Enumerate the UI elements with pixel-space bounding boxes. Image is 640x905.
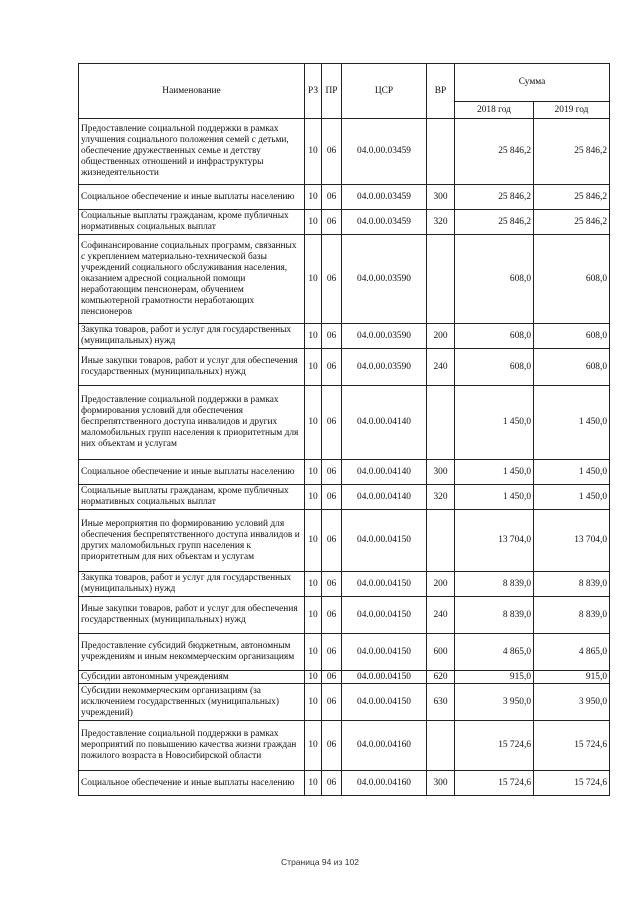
- cell-rz: 10: [305, 721, 322, 771]
- cell-rz: 10: [305, 634, 322, 671]
- col-header-year-2019: 2019 год: [534, 102, 610, 119]
- cell-name: Предоставление субсидий бюджетным, автономным учреждениям и иным некоммерческим организациям: [79, 634, 305, 671]
- cell-pr: 06: [322, 386, 342, 460]
- cell-rz: 10: [305, 485, 322, 510]
- cell-sum-2019: 1 450,0: [534, 485, 610, 510]
- cell-sum-2018: 4 865,0: [455, 634, 534, 671]
- cell-rz: 10: [305, 210, 322, 235]
- cell-sum-2019: 25 846,2: [534, 185, 610, 210]
- table-row: [79, 771, 610, 796]
- cell-sum-2019: 1 450,0: [534, 386, 610, 460]
- cell-vr: 200: [427, 324, 455, 349]
- cell-sum-2018: 1 450,0: [455, 386, 534, 460]
- cell-sum-2018: 25 846,2: [455, 185, 534, 210]
- cell-vr: 320: [427, 485, 455, 510]
- cell-vr: [427, 510, 455, 572]
- col-header-csr: ЦСР: [342, 64, 427, 119]
- cell-name: Социальное обеспечение и иные выплаты населению: [79, 460, 305, 485]
- table-row: [79, 597, 610, 634]
- cell-name: Закупка товаров, работ и услуг для государственных (муниципальных) нужд: [79, 324, 305, 349]
- cell-pr: 06: [322, 510, 342, 572]
- cell-pr: 06: [322, 460, 342, 485]
- table-row: [79, 510, 610, 572]
- cell-name: Социальные выплаты гражданам, кроме публичных нормативных социальных выплат: [79, 210, 305, 235]
- cell-sum-2018: 915,0: [455, 671, 534, 684]
- cell-pr: 06: [322, 634, 342, 671]
- cell-sum-2019: 608,0: [534, 235, 610, 324]
- cell-name: Субсидии некоммерческим организациям (за исключением государственных (муниципальных) учреждений): [79, 684, 305, 721]
- table-row: [79, 324, 610, 349]
- cell-pr: 06: [322, 119, 342, 185]
- cell-pr: 06: [322, 597, 342, 634]
- cell-sum-2018: 15 724,6: [455, 721, 534, 771]
- cell-csr: 04.0.00.04150: [342, 634, 427, 671]
- cell-sum-2018: 1 450,0: [455, 485, 534, 510]
- cell-rz: 10: [305, 324, 322, 349]
- cell-pr: 06: [322, 684, 342, 721]
- cell-vr: 620: [427, 671, 455, 684]
- cell-sum-2018: 608,0: [455, 235, 534, 324]
- cell-pr: 06: [322, 671, 342, 684]
- cell-vr: 300: [427, 460, 455, 485]
- cell-sum-2018: 3 950,0: [455, 684, 534, 721]
- table-row: [79, 386, 610, 460]
- cell-csr: 04.0.00.03590: [342, 324, 427, 349]
- cell-name: Иные закупки товаров, работ и услуг для обеспечения государственных (муниципальных) нужд: [79, 349, 305, 386]
- cell-sum-2019: 4 865,0: [534, 634, 610, 671]
- cell-rz: 10: [305, 349, 322, 386]
- cell-rz: 10: [305, 460, 322, 485]
- cell-rz: 10: [305, 572, 322, 597]
- cell-sum-2018: 25 846,2: [455, 210, 534, 235]
- cell-rz: 10: [305, 597, 322, 634]
- cell-sum-2019: 15 724,6: [534, 771, 610, 796]
- cell-sum-2019: 15 724,6: [534, 721, 610, 771]
- cell-name: Софинансирование социальных программ, связанных с укреплением материально-технической базы учреждений социального обслуживания населения, оказанием адресной социальной помощи неработающим пенсионерам, обучением компьютерной грамотности неработающих пенсионеров: [79, 235, 305, 324]
- table-body: [79, 119, 610, 796]
- table-row: [79, 185, 610, 210]
- cell-sum-2018: 15 724,6: [455, 771, 534, 796]
- cell-rz: 10: [305, 684, 322, 721]
- cell-csr: 04.0.00.04140: [342, 386, 427, 460]
- cell-pr: 06: [322, 721, 342, 771]
- cell-vr: 300: [427, 185, 455, 210]
- cell-csr: 04.0.00.04140: [342, 485, 427, 510]
- cell-sum-2018: 608,0: [455, 324, 534, 349]
- cell-pr: 06: [322, 771, 342, 796]
- cell-rz: 10: [305, 386, 322, 460]
- cell-pr: 06: [322, 349, 342, 386]
- cell-vr: [427, 721, 455, 771]
- cell-sum-2019: 8 839,0: [534, 572, 610, 597]
- col-header-year-2018: 2018 год: [455, 102, 534, 119]
- table-row: [79, 210, 610, 235]
- table-row: [79, 460, 610, 485]
- cell-sum-2018: 8 839,0: [455, 597, 534, 634]
- cell-name: Предоставление социальной поддержки в рамках формирования условий для обеспечения беспрепятственного доступа инвалидов и других маломобильных групп населения к приоритетным для них объектам и услугам: [79, 386, 305, 460]
- cell-rz: 10: [305, 671, 322, 684]
- cell-sum-2019: 25 846,2: [534, 210, 610, 235]
- cell-csr: 04.0.00.04150: [342, 684, 427, 721]
- cell-csr: 04.0.00.04160: [342, 771, 427, 796]
- cell-rz: 10: [305, 235, 322, 324]
- cell-rz: 10: [305, 119, 322, 185]
- cell-sum-2019: 13 704,0: [534, 510, 610, 572]
- cell-rz: 10: [305, 771, 322, 796]
- cell-sum-2018: 1 450,0: [455, 460, 534, 485]
- cell-name: Предоставление социальной поддержки в рамках улучшения социального положения семей с детьми, обеспечение дружественных семье и детству общественных отношений и инфраструктуры жизнедеятельности: [79, 119, 305, 185]
- cell-vr: 240: [427, 597, 455, 634]
- cell-name: Закупка товаров, работ и услуг для государственных (муниципальных) нужд: [79, 572, 305, 597]
- cell-name: Субсидии автономным учреждениям: [79, 671, 305, 684]
- cell-name: Иные закупки товаров, работ и услуг для обеспечения государственных (муниципальных) нужд: [79, 597, 305, 634]
- cell-rz: 10: [305, 510, 322, 572]
- cell-name: Иные мероприятия по формированию условий для обеспечения беспрепятственного доступа инвалидов и других маломобильных групп населения к приоритетным для них объектам и услугам: [79, 510, 305, 572]
- cell-sum-2018: 608,0: [455, 349, 534, 386]
- cell-vr: [427, 386, 455, 460]
- cell-sum-2018: 25 846,2: [455, 119, 534, 185]
- cell-pr: 06: [322, 235, 342, 324]
- cell-sum-2019: 3 950,0: [534, 684, 610, 721]
- cell-sum-2019: 8 839,0: [534, 597, 610, 634]
- col-header-pr: ПР: [322, 64, 342, 119]
- cell-csr: 04.0.00.04140: [342, 460, 427, 485]
- table-row: [79, 119, 610, 185]
- cell-sum-2019: 915,0: [534, 671, 610, 684]
- cell-pr: 06: [322, 210, 342, 235]
- cell-csr: 04.0.00.03459: [342, 185, 427, 210]
- cell-csr: 04.0.00.04150: [342, 671, 427, 684]
- cell-vr: 300: [427, 771, 455, 796]
- cell-csr: 04.0.00.04150: [342, 597, 427, 634]
- cell-name: Предоставление социальной поддержки в рамках мероприятий по повышению качества жизни граждан пожилого возраста в Новосибирской области: [79, 721, 305, 771]
- cell-vr: 600: [427, 634, 455, 671]
- cell-name: Социальные выплаты гражданам, кроме публичных нормативных социальных выплат: [79, 485, 305, 510]
- cell-rz: 10: [305, 185, 322, 210]
- cell-vr: [427, 235, 455, 324]
- cell-csr: 04.0.00.03590: [342, 349, 427, 386]
- col-header-rz: РЗ: [305, 64, 322, 119]
- col-header-vr: ВР: [427, 64, 455, 119]
- cell-csr: 04.0.00.04160: [342, 721, 427, 771]
- cell-vr: [427, 119, 455, 185]
- cell-pr: 06: [322, 485, 342, 510]
- cell-vr: 320: [427, 210, 455, 235]
- cell-name: Социальное обеспечение и иные выплаты населению: [79, 185, 305, 210]
- cell-sum-2019: 608,0: [534, 324, 610, 349]
- cell-csr: 04.0.00.04150: [342, 572, 427, 597]
- cell-vr: 200: [427, 572, 455, 597]
- col-header-sum: Сумма: [455, 64, 610, 102]
- cell-pr: 06: [322, 185, 342, 210]
- cell-name: Социальное обеспечение и иные выплаты населению: [79, 771, 305, 796]
- cell-csr: 04.0.00.03590: [342, 235, 427, 324]
- cell-csr: 04.0.00.04150: [342, 510, 427, 572]
- cell-sum-2019: 608,0: [534, 349, 610, 386]
- col-header-name: Наименование: [79, 64, 305, 119]
- table-row: [79, 349, 610, 386]
- table-row: [79, 634, 610, 671]
- cell-csr: 04.0.00.03459: [342, 210, 427, 235]
- cell-sum-2019: 25 846,2: [534, 119, 610, 185]
- cell-pr: 06: [322, 324, 342, 349]
- cell-sum-2018: 8 839,0: [455, 572, 534, 597]
- cell-pr: 06: [322, 572, 342, 597]
- cell-csr: 04.0.00.03459: [342, 119, 427, 185]
- cell-vr: 630: [427, 684, 455, 721]
- table-row: [79, 485, 610, 510]
- table-row: [79, 721, 610, 771]
- table-row: [79, 235, 610, 324]
- cell-sum-2018: 13 704,0: [455, 510, 534, 572]
- table-row: [79, 684, 610, 721]
- table-row: [79, 671, 610, 684]
- table-row: [79, 572, 610, 597]
- page-footer: Страница 94 из 102: [281, 857, 359, 867]
- cell-vr: 240: [427, 349, 455, 386]
- cell-sum-2019: 1 450,0: [534, 460, 610, 485]
- budget-table: [78, 63, 610, 796]
